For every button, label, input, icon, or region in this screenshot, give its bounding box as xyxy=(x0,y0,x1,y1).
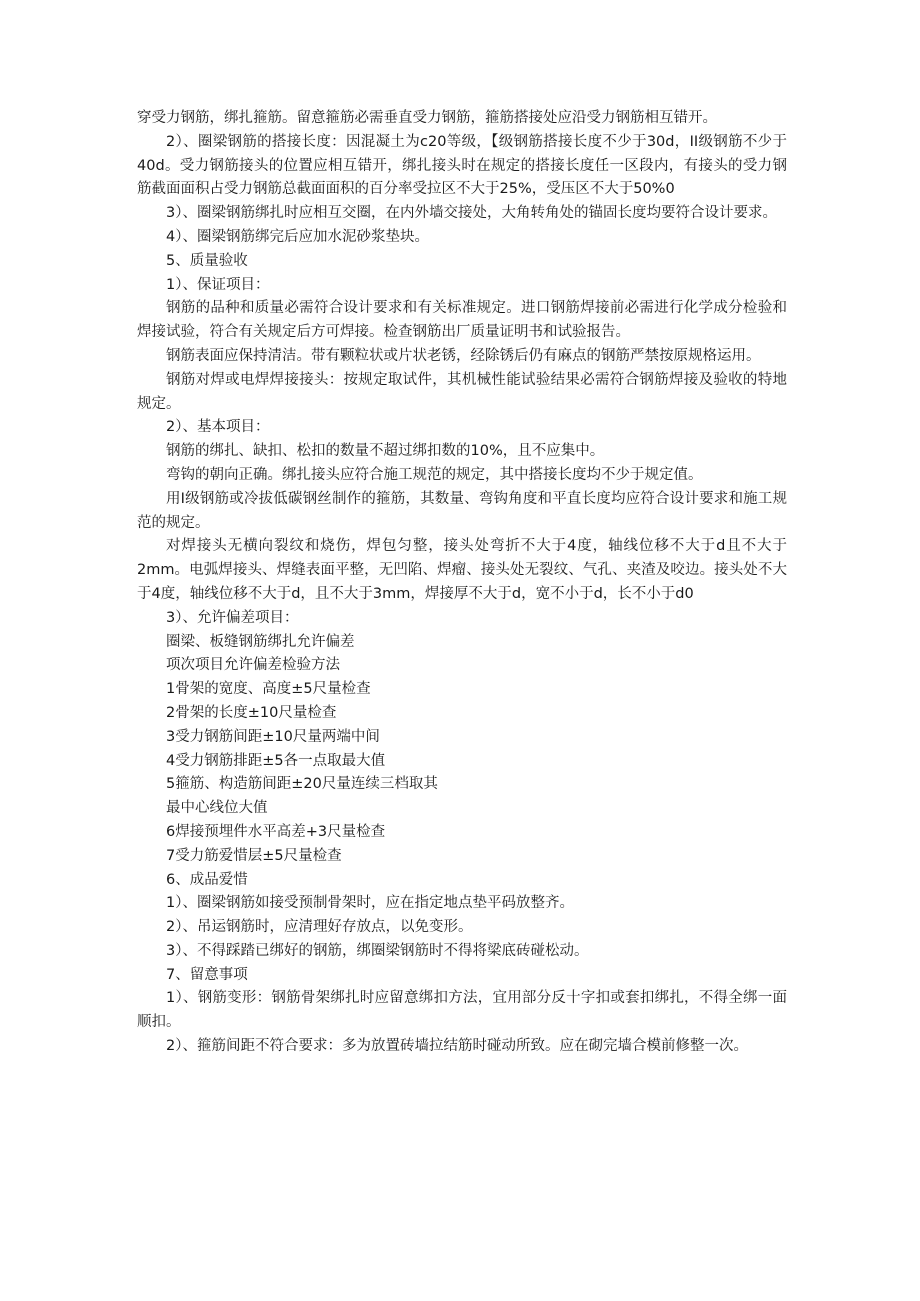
table-row-line: 最中心线位大值 xyxy=(166,800,268,817)
table-row-line: 1骨架的宽度、高度±5尺量检查 xyxy=(166,681,371,698)
table-caption: 圈梁、板缝钢筋绑扎允许偏差 xyxy=(166,633,355,650)
subsection-heading: 2）、基本项目： xyxy=(166,419,270,436)
paragraph: 钢筋的绑扎、缺扣、松扣的数量不超过绑扣数的10%，且不应集中。 xyxy=(166,443,605,460)
section-heading: 7、留意事项 xyxy=(166,966,248,983)
subsection-heading: 3）、允许偏差项目： xyxy=(166,609,299,626)
paragraph: 2）、圈梁钢筋的搭接长度：因混凝土为c20等级，【级钢筋搭接长度不少于30d，II级钢筋不少于40d。受力钢筋接头的位置应相互错开，绑扎接头时在规定的搭接长度任一区段内，有接头的受力钢筋截面面积占受力钢筋总截面面积的百分率受拉区不大于25%，受压区不大于50%0 xyxy=(137,133,787,198)
table-row-line: 3受力钢筋间距±10尺量两端中间 xyxy=(166,728,380,745)
paragraph: 穿受力钢筋，绑扎箍筋。留意箍筋必需垂直受力钢筋，箍筋搭接处应沿受力钢筋相互错开。 xyxy=(137,110,717,126)
table-row-line: 5箍筋、构造筋间距±20尺量连续三档取其 xyxy=(166,776,438,793)
paragraph: 钢筋对焊或电焊焊接接头：按规定取试件，其机械性能试验结果必需符合钢筋焊接及验收的特地规定。 xyxy=(137,371,787,412)
table-row-line: 6焊接预埋件水平高差+3尺量检查 xyxy=(166,823,386,840)
section-heading: 6、成品爱惜 xyxy=(166,871,248,888)
paragraph: 钢筋的品种和质量必需符合设计要求和有关标准规定。进口钢筋焊接前必需进行化学成分检验和焊接试验，符合有关规定后方可焊接。检查钢筋出厂质量证明书和试验报告。 xyxy=(137,300,787,341)
paragraph: 3）、不得踩踏已绑好的钢筋，绑圈梁钢筋时不得将梁底砖碰松动。 xyxy=(166,942,589,959)
table-row-line: 7受力筋爱惜层±5尺量检查 xyxy=(166,847,342,864)
paragraph: 钢筋表面应保持清洁。带有颗粒状或片状老锈，经除锈后仍有麻点的钢筋严禁按原规格运用。 xyxy=(166,347,761,364)
section-heading: 5、质量验收 xyxy=(166,252,248,269)
paragraph: 3）、圈梁钢筋绑扎时应相互交圈，在内外墙交接处，大角转角处的锚固长度均要符合设计要求。 xyxy=(166,205,777,222)
paragraph: 弯钩的朝向正确。绑扎接头应符合施工规范的规定，其中搭接长度均不少于规定值。 xyxy=(166,466,703,483)
document-page xyxy=(137,107,787,1059)
table-row-line: 2骨架的长度±10尺量检查 xyxy=(166,704,337,721)
table-row-line: 4受力钢筋排距±5各一点取最大值 xyxy=(166,752,386,769)
paragraph: 2）、吊运钢筋时，应清理好存放点，以免变形。 xyxy=(166,919,473,936)
paragraph: 2）、箍筋间距不符合要求：多为放置砖墙拉结筋时碰动所致。应在砌完墙合模前修整一次。 xyxy=(166,1038,748,1055)
paragraph: 对焊接头无横向裂纹和烧伤，焊包匀整，接头处弯折不大于4度，轴线位移不大于d且不大于2mm。电弧焊接头、焊缝表面平整，无凹陷、焊瘤、接头处无裂纹、气孔、夹渣及咬边。接头处不大于4度，轴线位移不大于d，且不大于3mm，焊接厚不大于d，宽不小于d，长不小于d0 xyxy=(137,538,787,602)
table-header-line: 项次项目允许偏差检验方法 xyxy=(166,657,340,674)
paragraph: 1）、圈梁钢筋如接受预制骨架时，应在指定地点垫平码放整齐。 xyxy=(166,895,574,912)
paragraph: 4）、圈梁钢筋绑完后应加水泥砂浆垫块。 xyxy=(166,228,429,245)
subsection-heading: 1）、保证项目： xyxy=(166,276,270,293)
paragraph: 用I级钢筋或冷拔低碳钢丝制作的箍筋，其数量、弯钩角度和平直长度均应符合设计要求和施工规范的规定。 xyxy=(137,490,787,531)
paragraph: 1）、钢筋变形：钢筋骨架绑扎时应留意绑扣方法，宜用部分反十字扣或套扣绑扎，不得全绑一面顺扣。 xyxy=(137,990,787,1031)
